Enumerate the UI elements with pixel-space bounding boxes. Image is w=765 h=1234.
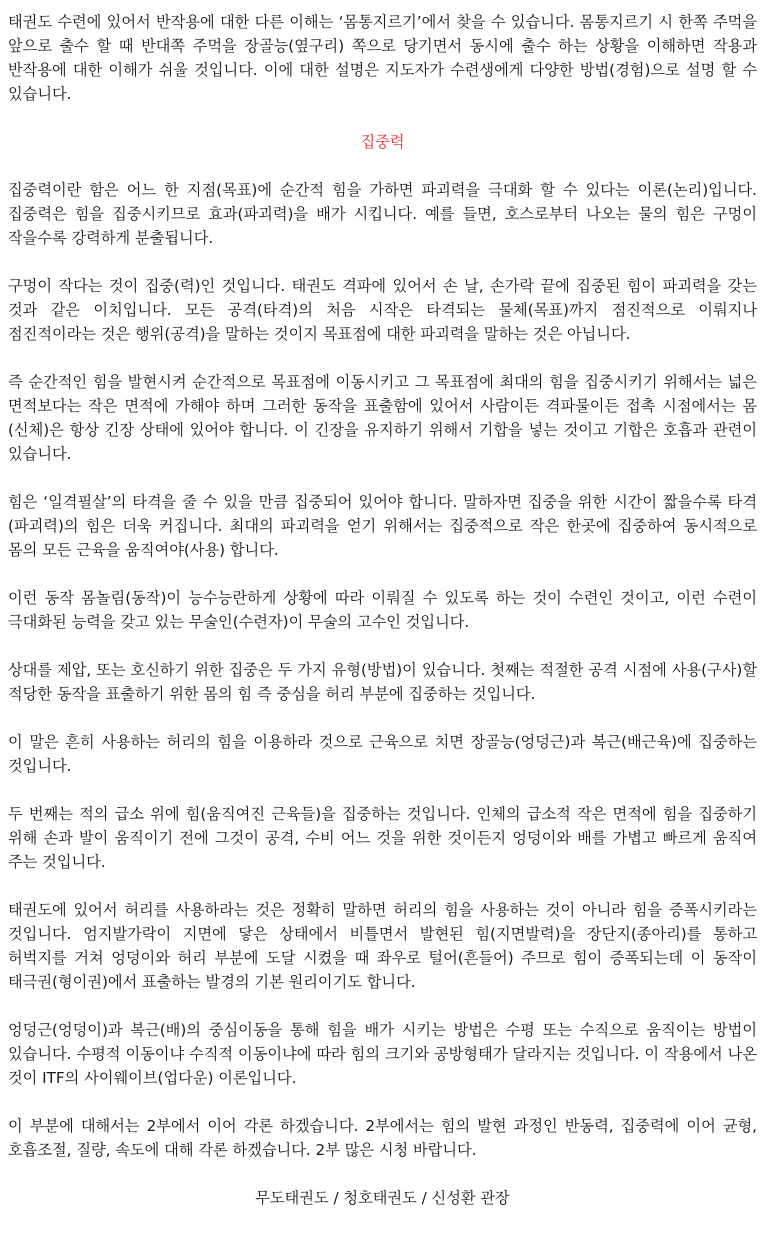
intro-paragraph: 태권도 수련에 있어서 반작용에 대한 다른 이해는 ‘몸통지르기’에서 찾을 수 있습니다. 몸통지르기 시 한쪽 주먹을 앞으로 출수 할 때 반대쪽 주먹을 장골능(옆구리) 쪽으로 당기면서 동시에 출수 하는 상황을 이해하면 작용과 반작용에 대한 이해가 쉬울 것입니다. 이에 대한 설명은 지도자가 수련생에게 다양한 방법(경험)으로 설명 할 수 있습니다. xyxy=(8,13,757,103)
article xyxy=(8,10,757,1210)
body-paragraph: 두 번째는 적의 급소 위에 힘(움직여진 근육들)을 집중하는 것입니다. 인체의 급소적 작은 면적에 힘을 집중하기 위해 손과 발이 움직이기 전에 그것이 공격, 수비 어느 것을 위한 것이든지 엉덩이와 배를 가볍고 빠르게 움직여 주는 것입니다. xyxy=(8,805,757,871)
body-paragraph: 구멍이 작다는 것이 집중(력)인 것입니다. 태권도 격파에 있어서 손 날, 손가락 끝에 집중된 힘이 파괴력을 갖는 것과 같은 이치입니다. 모든 공격(타격)의 처음 시작은 타격되는 물체(목표)까지 점진적으로 이뤄지나 점진적이라는 것은 행위(공격)을 말하는 것이지 목표점에 대한 파괴력을 말하는 것은 아닙니다. xyxy=(8,277,757,343)
body-paragraph: 태권도에 있어서 허리를 사용하라는 것은 정확히 말하면 허리의 힘을 사용하는 것이 아니라 힘을 증폭시키라는 것입니다. 엄지발가락이 지면에 닿은 상태에서 비틀면서 발현된 힘(지면발력)을 장단지(종아리)를 통하고 허벅지를 거쳐 엉덩이와 허리 부분에 도달 시켰을 때 좌우로 털어(흔들어) 주므로 힘이 증폭되는데 이 동작이 태극권(형이권)에서 표출하는 발경의 기본 원리이기도 합니다. xyxy=(8,901,757,991)
author-signature: 무도태권도 / 청호태권도 / 신성환 관장 xyxy=(255,1189,510,1207)
body-paragraph: 엉덩근(엉덩이)과 복근(배)의 중심이동을 통해 힘을 배가 시키는 방법은 수평 또는 수직으로 움직이는 방법이 있습니다. 수평적 이동이냐 수직적 이동이냐에 따라 힘의 크기와 공방형태가 달라지는 것입니다. 이 작용에서 나온 것이 ITF의 사이웨이브(업다운) 이론입니다. xyxy=(8,1021,757,1087)
section-heading: 집중력 xyxy=(360,133,405,151)
body-paragraph: 상대를 제압, 또는 호신하기 위한 집중은 두 가지 유형(방법)이 있습니다. 첫째는 적절한 공격 시점에 사용(구사)할 적당한 동작을 표출하기 위한 몸의 힘 즉 중심을 허리 부분에 집중하는 것입니다. xyxy=(8,661,757,703)
body-paragraph: 힘은 ‘일격필살’의 타격을 줄 수 있을 만큼 집중되어 있어야 합니다. 말하자면 집중을 위한 시간이 짧을수록 타격(파괴력)의 힘은 더욱 커집니다. 최대의 파괴력을 얻기 위해서는 집중적으로 작은 한곳에 집중하여 동시적으로 몸의 모든 근육을 움직여야(사용) 합니다. xyxy=(8,493,757,559)
body-paragraph: 즉 순간적인 힘을 발현시켜 순간적으로 목표점에 이동시키고 그 목표점에 최대의 힘을 집중시키기 위해서는 넓은 면적보다는 작은 면적에 가해야 하며 그러한 동작을 표출함에 있어서 사람이든 격파물이든 접촉 시점에서는 몸(신체)은 항상 긴장 상태에 있어야 합니다. 이 긴장을 유지하기 위해서 기합을 넣는 것이고 기합은 호흡과 관련이 있습니다. xyxy=(8,373,757,463)
body-paragraph: 이 부분에 대해서는 2부에서 이어 각론 하겠습니다. 2부에서는 힘의 발현 과정인 반동력, 집중력에 이어 균형, 호흡조절, 질량, 속도에 대해 각론 하겠습니다. 2부 많은 시청 바랍니다. xyxy=(8,1117,757,1159)
body-paragraph: 이런 동작 몸놀림(동작)이 능수능란하게 상황에 따라 이뤄질 수 있도록 하는 것이 수련인 것이고, 이런 수련이 극대화된 능력을 갖고 있는 무술인(수련자)이 무술의 고수인 것입니다. xyxy=(8,589,757,631)
body-paragraph: 이 말은 흔히 사용하는 허리의 힘을 이용하라 것으로 근육으로 치면 장골능(엉덩근)과 복근(배근육)에 집중하는 것입니다. xyxy=(8,733,757,775)
body-paragraph: 집중력이란 함은 어느 한 지점(목표)에 순간적 힘을 가하면 파괴력을 극대화 할 수 있다는 이론(논리)입니다. 집중력은 힘을 집중시키므로 효과(파괴력)을 배가 시킵니다. 예를 들면, 호스로부터 나오는 물의 힘은 구멍이 작을수록 강력하게 분출됩니다. xyxy=(8,181,757,247)
